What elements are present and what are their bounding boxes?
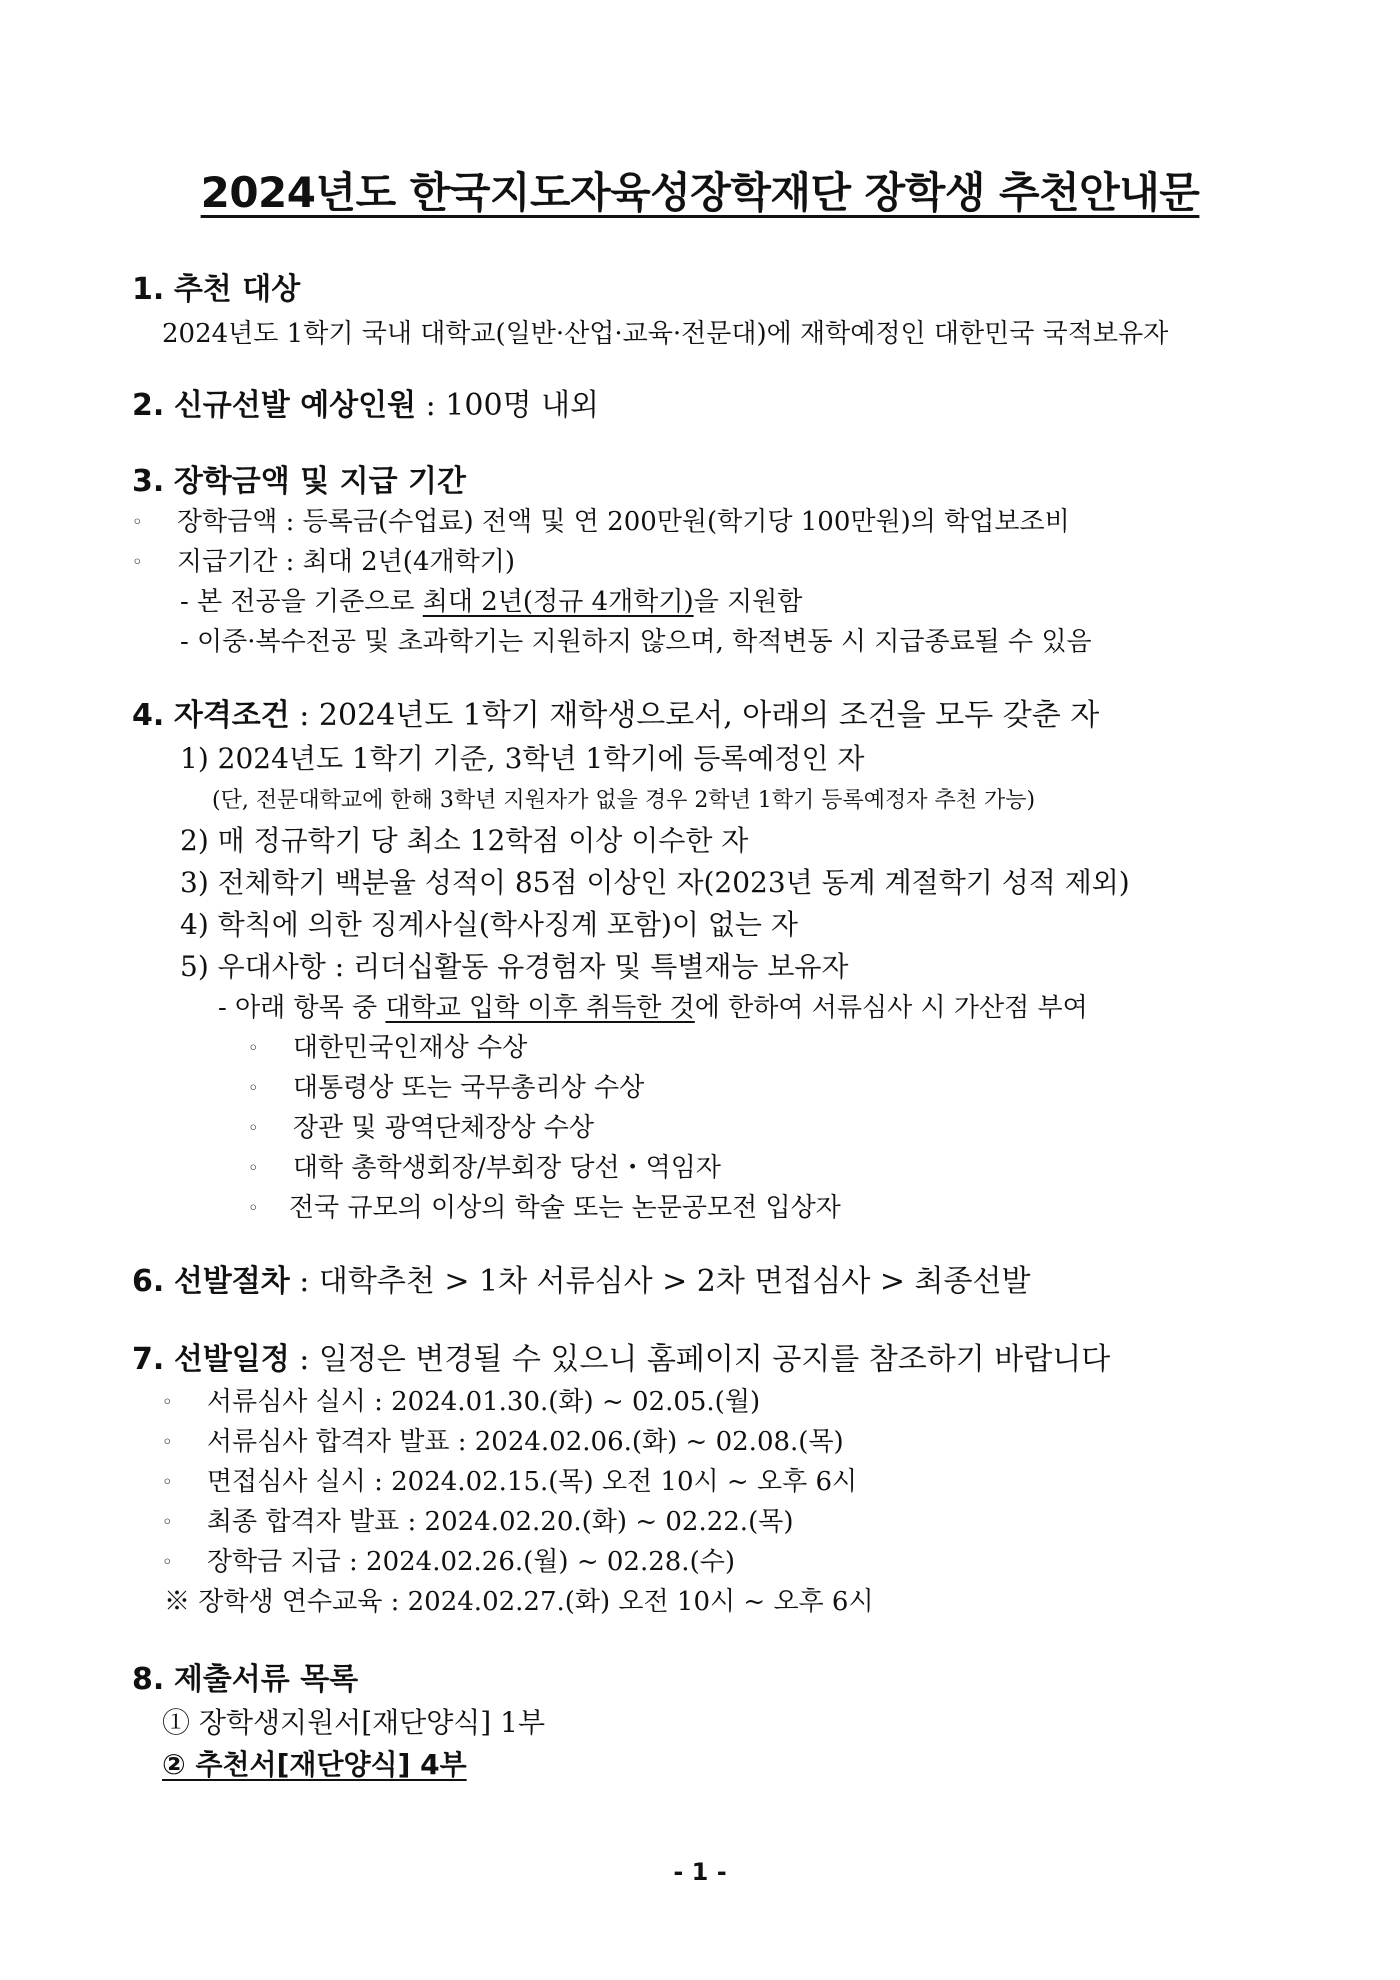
- schedule-item: [162, 1384, 760, 1421]
- bullet-icon: ◦: [162, 1392, 173, 1413]
- document-item-2: ② 추천서[재단양식] 4부: [162, 1748, 467, 1781]
- list-item: [248, 1110, 594, 1147]
- section-7-value: : 일정은 변경될 수 있으니 홈페이지 공지를 참조하기 바랍니다: [289, 1342, 1111, 1377]
- section-8-heading: [132, 1660, 358, 1700]
- document-title: 2024년도 한국지도자육성장학재단 장학생 추천안내문: [200, 168, 1200, 217]
- section-6-heading: [132, 1262, 1030, 1302]
- detail-text: - 본 전공을 기준으로: [180, 587, 423, 617]
- section-2-heading: [132, 386, 599, 426]
- condition-3: 3) 전체학기 백분율 성적이 85점 이상인 자(2023년 동계 계절학기 성적 제외): [180, 866, 1130, 899]
- section-6-value: : 대학추천 > 1차 서류심사 > 2차 면접심사 > 최종선발: [289, 1264, 1031, 1299]
- section-number: 3.: [132, 464, 165, 499]
- bullet-icon: ◦: [162, 1472, 173, 1493]
- schedule-item: [162, 1504, 793, 1541]
- section-3-bullet-2: [132, 544, 515, 581]
- section-number: 8.: [132, 1662, 165, 1697]
- condition-4: 4) 학칙에 의한 징계사실(학사징계 포함)이 없는 자: [180, 908, 798, 941]
- bullet-icon: ◦: [162, 1432, 173, 1453]
- condition-2: 2) 매 정규학기 당 최소 12학점 이상 이수한 자: [180, 824, 749, 857]
- list-item-text: 대학 총학생회장/부회장 당선・역임자: [292, 1153, 721, 1183]
- schedule-note: ※ 장학생 연수교육 : 2024.02.27.(화) 오전 10시 ~ 오후 6시: [164, 1587, 874, 1617]
- section-3-detail-2: - 이중·복수전공 및 초과학기는 지원하지 않으며, 학적변동 시 지급종료될 수 있음: [180, 627, 1092, 657]
- bullet-text: 장학금액 : 등록금(수업료) 전액 및 연 200만원(학기당 100만원)의 학업보조비: [176, 507, 1070, 537]
- section-number: 1.: [132, 272, 165, 307]
- list-item: [248, 1150, 721, 1187]
- condition-1: 1) 2024년도 1학기 기준, 3학년 1학기에 등록예정인 자: [180, 742, 865, 775]
- detail-text: 을 지원함: [693, 587, 803, 617]
- bullet-icon: ◦: [162, 1552, 173, 1573]
- section-title: 선발절차: [173, 1264, 290, 1299]
- list-item-text: 장관 및 광역단체장상 수상: [292, 1113, 594, 1143]
- schedule-item: [162, 1464, 857, 1501]
- list-item: [248, 1030, 527, 1067]
- list-item-text: 대한민국인재상 수상: [292, 1033, 528, 1063]
- bullet-icon: ◦: [248, 1038, 259, 1059]
- detail-text: - 아래 항목 중: [218, 993, 386, 1023]
- schedule-item: [162, 1424, 844, 1461]
- section-7-heading: [132, 1340, 1110, 1380]
- bullet-icon: ◦: [248, 1158, 259, 1179]
- bullet-icon: ◦: [162, 1512, 173, 1533]
- schedule-text: 장학금 지급 : 2024.02.26.(월) ~ 02.28.(수): [206, 1547, 735, 1577]
- section-1-heading: [132, 270, 300, 310]
- section-1-text: 2024년도 1학기 국내 대학교(일반·산업·교육·전문대)에 재학예정인 대한민국 국적보유자: [162, 319, 1169, 349]
- section-3-heading: [132, 462, 466, 502]
- section-title: 선발일정: [173, 1342, 290, 1377]
- schedule-text: 서류심사 실시 : 2024.01.30.(화) ~ 02.05.(월): [206, 1387, 761, 1417]
- section-title: 신규선발 예상인원: [173, 388, 417, 423]
- page-number: - 1 -: [673, 1858, 727, 1886]
- section-2-value: : 100명 내외: [416, 388, 600, 423]
- section-title: 추천 대상: [173, 272, 301, 307]
- schedule-text: 서류심사 합격자 발표 : 2024.02.06.(화) ~ 02.08.(목): [206, 1427, 844, 1457]
- underlined-text: 최대 2년(정규 4개학기): [422, 587, 694, 617]
- condition-1-note: (단, 전문대학교에 한해 3학년 지원자가 없을 경우 2학년 1학기 등록예정자 추천 가능): [212, 788, 1036, 813]
- bullet-icon: ◦: [132, 552, 143, 573]
- schedule-item: [162, 1544, 735, 1581]
- section-3-detail-1: [180, 584, 802, 620]
- section-4-value: : 2024년도 1학기 재학생으로서, 아래의 조건을 모두 갖춘 자: [289, 698, 1100, 733]
- list-item-text: 대통령상 또는 국무총리상 수상: [292, 1073, 645, 1103]
- section-title: 자격조건: [173, 698, 290, 733]
- document-item-1: ① 장학생지원서[재단양식] 1부: [162, 1706, 545, 1739]
- section-4-heading: [132, 696, 1099, 736]
- schedule-text: 최종 합격자 발표 : 2024.02.20.(화) ~ 02.22.(목): [206, 1507, 794, 1537]
- section-3-bullet-1: [132, 504, 1070, 541]
- list-item: [248, 1070, 644, 1107]
- bullet-icon: ◦: [248, 1198, 259, 1219]
- bullet-icon: ◦: [248, 1078, 259, 1099]
- section-number: 4.: [132, 698, 165, 733]
- detail-text: 에 한하여 서류심사 시 가산점 부여: [694, 993, 1088, 1023]
- underlined-text: 대학교 입학 이후 취득한 것: [385, 993, 695, 1023]
- condition-5: 5) 우대사항 : 리더십활동 유경험자 및 특별재능 보유자: [180, 950, 849, 983]
- condition-5-detail: [218, 990, 1088, 1026]
- list-item: [248, 1190, 841, 1227]
- bullet-icon: ◦: [132, 512, 143, 533]
- section-title: 장학금액 및 지급 기간: [173, 464, 466, 499]
- section-number: 2.: [132, 388, 165, 423]
- section-number: 7.: [132, 1342, 165, 1377]
- section-number: 6.: [132, 1264, 165, 1299]
- list-item-text: 전국 규모의 이상의 학술 또는 논문공모전 입상자: [288, 1193, 841, 1223]
- bullet-text: 지급기간 : 최대 2년(4개학기): [176, 547, 515, 577]
- bullet-icon: ◦: [248, 1118, 259, 1139]
- schedule-text: 면접심사 실시 : 2024.02.15.(목) 오전 10시 ~ 오후 6시: [206, 1467, 858, 1497]
- section-title: 제출서류 목록: [173, 1662, 359, 1697]
